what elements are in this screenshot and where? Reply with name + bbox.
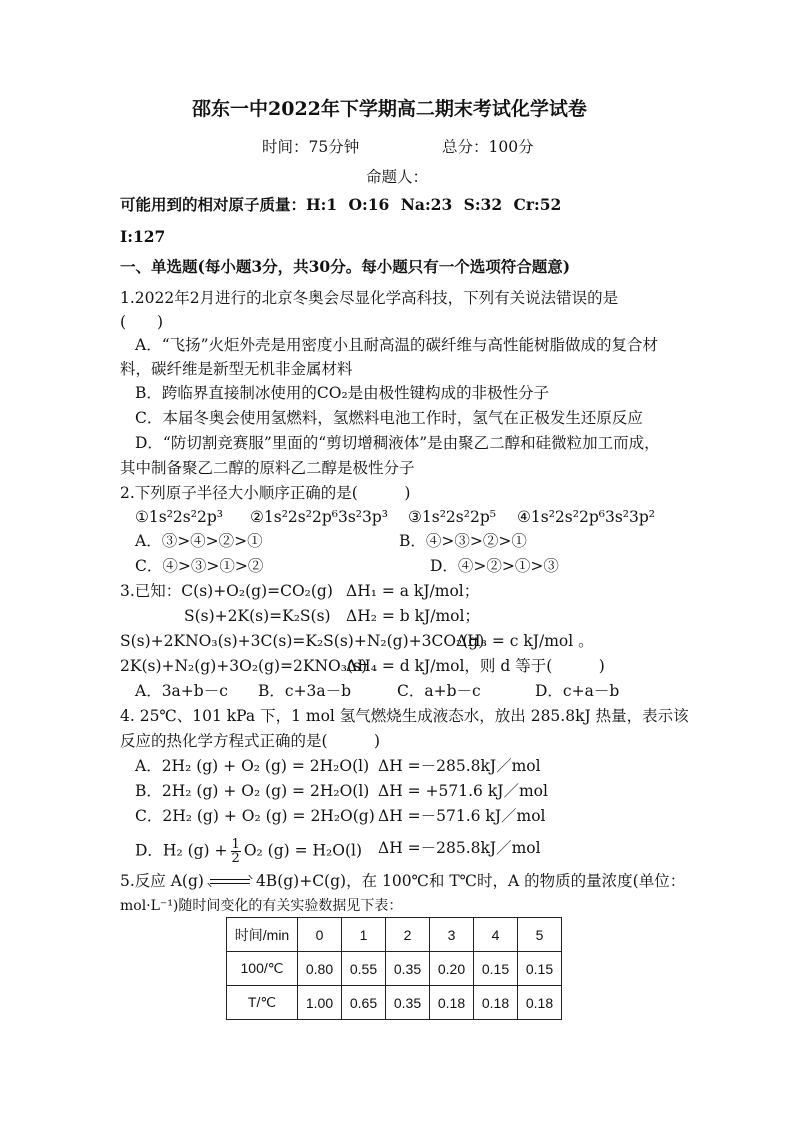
q1-option-d-cont: 其中制备聚乙二醇的原料乙二醇是极性分子 [120,459,415,477]
table-cell: 0.15 [518,952,562,986]
table-row [227,952,562,986]
q3-option-a: A．3a+b－c [135,682,228,700]
q3-enthalpy-3: ΔH₃ = c kJ/mol 。 [456,632,594,650]
q4-option-d-enthalpy: ΔH =－285.8kJ／mol [378,839,541,857]
fraction-denominator: 2 [231,851,240,866]
q1-option-b: B．跨临界直接制冰使用的CO₂是由极性键构成的非极性分子 [135,384,550,402]
q2-option-b: B．④>③>②>① [399,532,527,550]
table-header-cell: 5 [518,918,562,952]
q4-option-a-enthalpy: ΔH =－285.8kJ／mol [378,757,541,775]
q1-option-a-cont: 料，碳纤维是新型无机非金属材料 [120,360,353,378]
fraction-numerator: 1 [231,837,240,852]
q4-option-d-equation [135,838,362,865]
q4-option-c-enthalpy: ΔH =－571.6 kJ／mol [378,807,546,825]
q4-option-a-equation: A．2H₂ (g) + O₂ (g) = 2H₂O(l) [135,757,370,775]
table-cell: 0.18 [430,986,474,1020]
table-row [227,986,562,1020]
table-header-cell: 时间/min [227,918,298,952]
q3-equation-4: 2K(s)+N₂(g)+3O₂(g)=2KNO₃(s) [120,657,368,675]
q3-option-b: B．c+3a－b [258,682,352,700]
q1-stem-paren: ( ) [120,313,164,331]
table-cell: 0.65 [342,986,386,1020]
q2-stem: 2.下列原子半径大小顺序正确的是( ) [120,484,411,502]
q1-option-a: A．“飞扬”火炬外壳是用密度小且耐高温的碳纤维与高性能树脂做成的复合材 [135,336,659,354]
q4-option-d-rhs: O₂ (g) = H₂O(l) [243,841,363,860]
table-cell: 1.00 [298,986,342,1020]
q4-stem-cont: 反应的热化学方程式正确的是( ) [120,732,381,750]
table-cell: 0.35 [386,986,430,1020]
atomic-masses-line1: 可能用到的相对原子质量：H:1 O:16 Na:23 S:32 Cr:52 [120,195,562,214]
q3-option-c: C．a+b－c [397,682,481,700]
q5-stem-cont: mol·L⁻¹)随时间变化的有关实验数据见下表： [120,898,403,914]
table-cell: 100/℃ [227,952,298,986]
table-header-cell: 1 [342,918,386,952]
exam-total-score: 总分：100分 [442,138,534,156]
exam-author: 命题人： [366,168,429,186]
table-cell: 0.35 [386,952,430,986]
q4-option-d-lhs: D．H₂ (g) + [135,841,228,860]
table-header-cell: 4 [474,918,518,952]
q2-option-d: D．④>②>①>③ [430,557,559,575]
q2-option-c: C．④>③>①>② [135,557,264,575]
q2-config-4: ④1s²2s²2p⁶3s²3p² [517,508,655,526]
table-cell: 0.15 [474,952,518,986]
table-cell: 0.20 [430,952,474,986]
q4-option-b-equation: B．2H₂ (g) + O₂ (g) = 2H₂O(l) [135,782,370,800]
exam-title: 邵东一中2022年下学期高二期末考试化学试卷 [192,98,587,120]
q3-equation-1: 3.已知：C(s)+O₂(g)=CO₂(g) [120,582,333,600]
atomic-masses-line2: I:127 [120,227,166,246]
table-cell: 0.18 [518,986,562,1020]
equilibrium-arrows-icon [210,877,250,887]
table-cell: 0.18 [474,986,518,1020]
exam-time: 时间：75分钟 [262,138,360,156]
q3-enthalpy-4: ΔH₄ = d kJ/mol，则 d 等于( ) [346,657,605,675]
q2-config-1: ①1s²2s²2p³ [135,508,223,526]
q2-config-2: ②1s²2s²2p⁶3s²3p³ [250,508,388,526]
table-cell: 0.80 [298,952,342,986]
q3-enthalpy-1: ΔH₁ = a kJ/mol； [346,582,480,600]
q3-enthalpy-2: ΔH₂ = b kJ/mol； [346,607,480,625]
section1-heading: 一、单选题(每小题3分，共30分。每小题只有一个选项符合题意) [120,257,571,276]
q3-option-d: D．c+a－b [535,682,620,700]
q4-stem: 4. 25℃、101 kPa 下，1 mol 氢气燃烧生成液态水，放出 285.8kJ 热量，表示该 [120,707,689,725]
q1-option-c: C．本届冬奥会使用氢燃料，氢燃料电池工作时，氢气在正极发生还原反应 [135,409,643,427]
q3-equation-3: S(s)+2KNO₃(s)+3C(s)=K₂S(s)+N₂(g)+3CO₂(g) [120,632,485,650]
q5-stem-products: 4B(g)+C(g)，在 100℃和 T℃时，A 的物质的量浓度(单位： [255,872,686,890]
q5-stem-reactant: 5.反应 A(g) [120,872,204,890]
q4-option-c-equation: C．2H₂ (g) + O₂ (g) = 2H₂O(g) [135,807,375,825]
table-header-cell: 2 [386,918,430,952]
q2-option-a: A．③>④>②>① [135,532,263,550]
q2-config-3: ③1s²2s²2p⁵ [408,508,496,526]
table-cell: T/℃ [227,986,298,1020]
q3-equation-2: S(s)+2K(s)=K₂S(s) [184,607,331,625]
table-header-row [227,918,562,952]
q4-option-b-enthalpy: ΔH = +571.6 kJ／mol [378,782,548,800]
table-cell: 0.55 [342,952,386,986]
table-header-cell: 0 [298,918,342,952]
q1-stem: 1.2022年2月进行的北京冬奥会尽显化学高科技，下列有关说法错误的是 [120,289,619,307]
q5-data-table [226,917,562,1020]
q1-option-d: D．“防切割竞赛服”里面的“剪切增稠液体”是由聚乙二醇和硅微粒加工而成， [135,434,660,452]
one-half-fraction [231,838,241,865]
q5-stem [120,871,685,891]
table-header-cell: 3 [430,918,474,952]
